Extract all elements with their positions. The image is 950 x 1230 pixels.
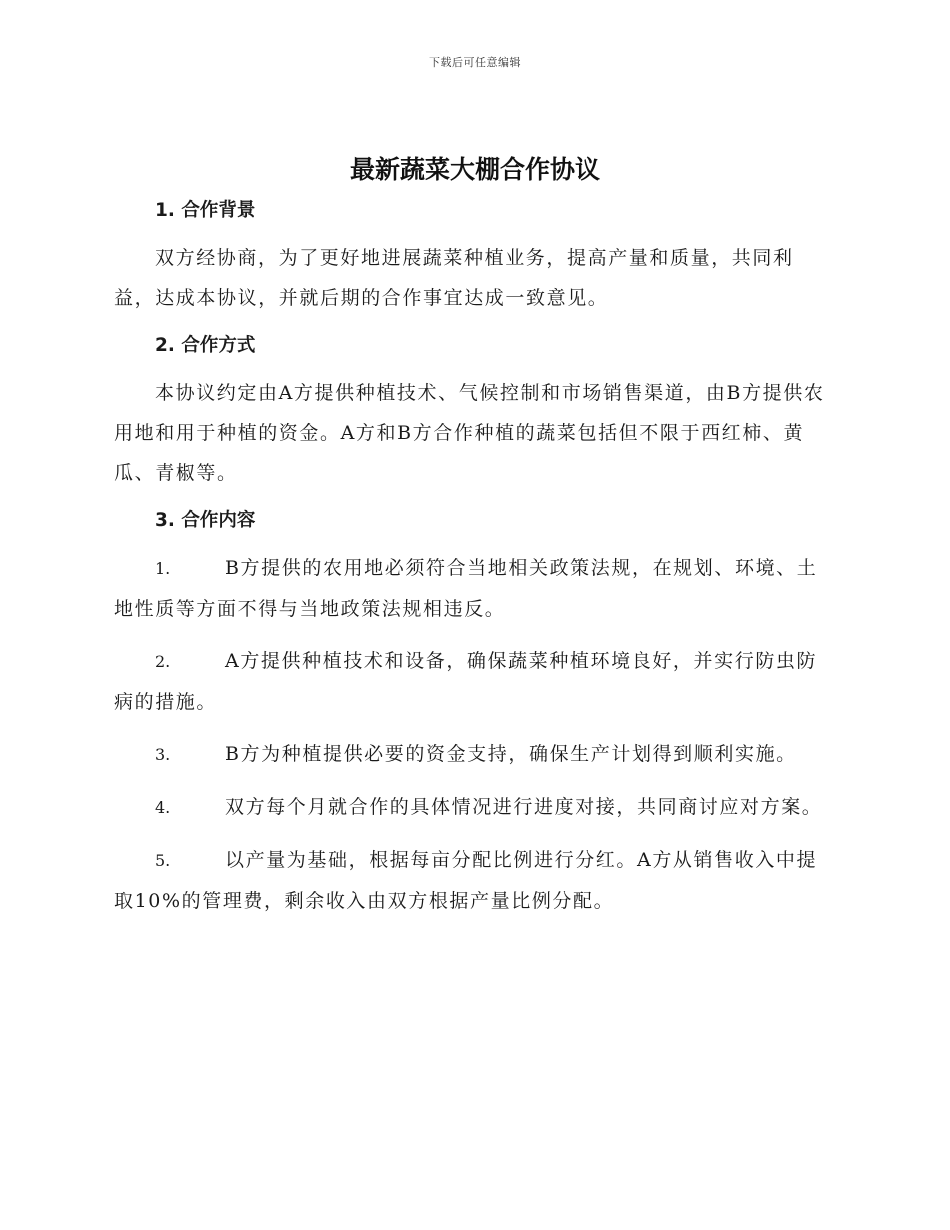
paragraph-background: 双方经协商，为了更好地进展蔬菜种植业务，提高产量和质量，共同利益，达成本协议，并就后期的合作事宜达成一致意见。 (114, 247, 794, 309)
header-note: 下载后可任意编辑 (429, 56, 521, 69)
list-item-text: 以产量为基础，根据每亩分配比例进行分红。A方从销售收入中提取10%的管理费，剩余收入由双方根据产量比例分配。 (114, 849, 818, 912)
document-body (114, 196, 834, 921)
list-item (114, 548, 834, 629)
section-heading-method: 2. 合作方式 (155, 335, 256, 356)
document-title: 最新蔬菜大棚合作协议 (349, 155, 600, 184)
list-item-number: 1. (155, 559, 171, 578)
list-item-text: A方提供种植技术和设备，确保蔬菜种植环境良好，并实行防虫防病的措施。 (114, 650, 818, 713)
list-item (114, 734, 834, 775)
list-item-number: 3. (155, 745, 171, 764)
list-item (114, 787, 834, 828)
list-item (114, 840, 834, 921)
section-heading-content: 3. 合作内容 (155, 510, 256, 531)
paragraph-method: 本协议约定由A方提供种植技术、气候控制和市场销售渠道，由B方提供农用地和用于种植的资金。A方和B方合作种植的蔬菜包括但不限于西红柿、黄瓜、青椒等。 (114, 382, 825, 484)
section-heading-background: 1. 合作背景 (155, 200, 256, 221)
list-item-text: 双方每个月就合作的具体情况进行进度对接，共同商讨应对方案。 (225, 796, 823, 818)
list-item-number: 2. (155, 652, 171, 671)
list-item-text: B方提供的农用地必须符合当地相关政策法规，在规划、环境、土地性质等方面不得与当地政策法规相违反。 (114, 557, 818, 620)
list-item-number: 4. (155, 798, 171, 817)
list-item-text: B方为种植提供必要的资金支持，确保生产计划得到顺利实施。 (225, 743, 797, 765)
list-item-number: 5. (155, 851, 171, 870)
list-item (114, 641, 834, 722)
